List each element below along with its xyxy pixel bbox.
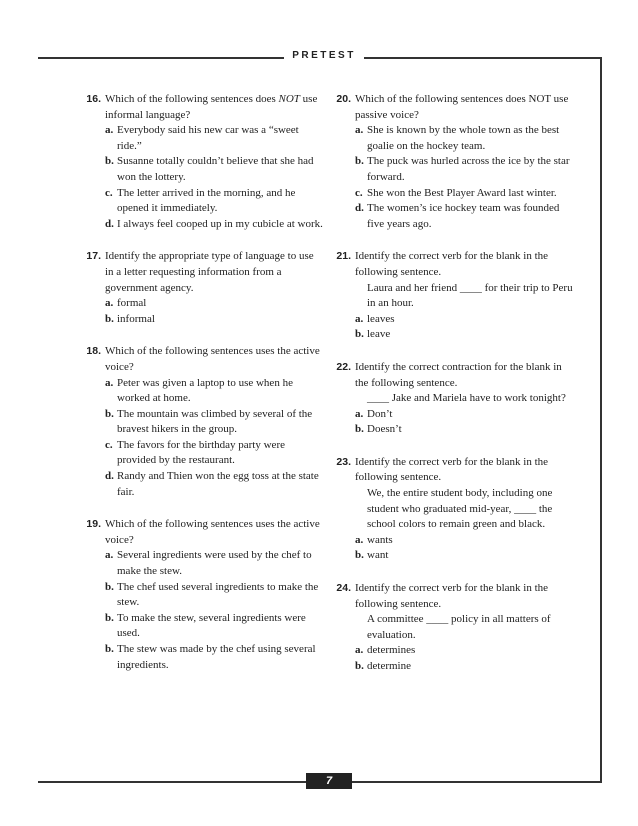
question-text: Identify the appropriate type of language to use in a letter requesting information from a government agency.	[105, 250, 314, 294]
answer-option	[355, 533, 573, 549]
option-text: determines	[367, 644, 416, 657]
answer-option	[105, 296, 323, 312]
question-number: 20.	[336, 93, 351, 105]
option-text: She won the Best Player Award last winter.	[367, 186, 557, 199]
option-label: b.	[355, 155, 364, 168]
option-text: The puck was hurled across the ice by the star forward.	[367, 155, 570, 183]
option-text: The women’s ice hockey team was founded five years ago.	[367, 202, 560, 230]
option-label: b.	[105, 580, 114, 593]
option-text: Several ingredients were used by the chef to make the stew.	[117, 549, 312, 578]
answer-option	[105, 548, 323, 579]
question-number: 19.	[86, 518, 101, 531]
answer-option	[105, 123, 323, 154]
frame-top-right-rule	[364, 57, 602, 59]
answer-option	[355, 154, 573, 185]
answer-option	[105, 217, 323, 233]
question-emphasis: NOT	[278, 93, 300, 105]
page-number: 7	[306, 773, 352, 789]
question-17	[88, 249, 323, 327]
answer-option	[355, 407, 573, 423]
option-label: b.	[105, 155, 114, 168]
header-title: PRETEST	[292, 50, 356, 61]
option-label: a.	[105, 549, 114, 562]
option-label: a.	[355, 124, 364, 137]
option-label: a.	[105, 297, 114, 310]
option-label: b.	[105, 611, 114, 624]
question-21	[338, 249, 573, 343]
option-text: She is known by the whole town as the best goalie on the hockey team.	[367, 124, 560, 152]
question-number: 22.	[336, 360, 351, 373]
option-label: a.	[105, 376, 114, 389]
question-number: 21.	[336, 250, 351, 263]
option-label: b.	[355, 549, 364, 562]
question-16	[88, 92, 323, 232]
question-number: 16.	[86, 93, 101, 105]
question-text	[105, 92, 323, 123]
option-label: b.	[355, 423, 364, 436]
option-label: c.	[105, 186, 113, 199]
question-text: Which of the following sentences uses the active voice?	[105, 345, 320, 373]
question-23	[338, 455, 573, 564]
answer-option	[355, 659, 573, 675]
option-label: b.	[105, 407, 114, 420]
option-text: leaves	[367, 312, 395, 325]
option-label: a.	[355, 312, 364, 325]
question-18	[88, 344, 323, 500]
question-text-part: Which of the following sentences does	[105, 93, 279, 105]
question-prompt: We, the entire student body, including one student who graduated mid-year, ____ the school colors to remain green and black.	[367, 487, 553, 531]
question-text: Which of the following sentences uses the active voice?	[105, 518, 320, 546]
answer-option	[105, 469, 323, 500]
question-prompt: ____ Jake and Mariela have to work tonight?	[367, 392, 566, 405]
question-text: Which of the following sentences does NOT use passive voice?	[355, 93, 569, 121]
option-label: d.	[105, 217, 114, 230]
answer-option	[105, 376, 323, 407]
answer-option	[105, 407, 323, 438]
answer-option	[355, 312, 573, 328]
answer-option	[355, 123, 573, 154]
question-text-part: use informal language?	[105, 93, 318, 121]
option-label: a.	[355, 533, 364, 546]
option-text: Don’t	[367, 407, 393, 420]
question-number: 24.	[336, 582, 351, 595]
question-20	[338, 92, 573, 232]
option-label: d.	[355, 202, 364, 215]
option-text: The mountain was climbed by several of the bravest hikers in the group.	[117, 407, 313, 436]
question-24	[338, 581, 573, 675]
answer-option	[105, 611, 323, 642]
question-text: Identify the correct verb for the blank in the following sentence.	[355, 250, 549, 278]
answer-option	[105, 642, 323, 673]
option-text: wants	[367, 533, 393, 546]
question-prompt: A committee ____ policy in all matters of evaluation.	[367, 613, 551, 641]
answer-option	[355, 327, 573, 343]
question-22	[338, 360, 573, 438]
option-label: a.	[355, 407, 364, 420]
option-text: The chef used several ingredients to make the stew.	[117, 580, 319, 609]
option-text: Everybody said his new car was a “sweet ride.”	[117, 124, 299, 152]
option-text: determine	[367, 660, 411, 672]
option-label: a.	[355, 644, 364, 657]
option-label: c.	[105, 438, 113, 451]
answer-option	[355, 643, 573, 659]
right-column	[338, 92, 573, 692]
question-number: 17.	[86, 250, 101, 263]
option-label: a.	[105, 124, 114, 137]
option-text: Peter was given a laptop to use when he worked at home.	[117, 376, 293, 405]
option-text: Doesn’t	[367, 423, 402, 436]
answer-option	[355, 186, 573, 202]
question-number: 18.	[86, 345, 101, 358]
option-text: The stew was made by the chef using several ingredients.	[117, 643, 316, 671]
option-text: Susanne totally couldn’t believe that she had won the lottery.	[117, 155, 314, 183]
option-text: formal	[117, 297, 147, 310]
answer-option	[355, 548, 573, 564]
question-19	[88, 517, 323, 673]
question-text: Identify the correct verb for the blank in the following sentence.	[355, 455, 549, 484]
option-label: c.	[355, 186, 363, 199]
option-text: informal	[117, 312, 155, 325]
option-text: The letter arrived in the morning, and he opened it immediately.	[117, 186, 296, 215]
option-label: b.	[105, 312, 114, 325]
frame-right-rule	[600, 57, 602, 782]
option-text: The favors for the birthday party were provided by the restaurant.	[117, 438, 285, 467]
option-label: b.	[355, 660, 364, 672]
option-text: To make the stew, several ingredients were used.	[117, 611, 306, 640]
answer-option	[105, 312, 323, 328]
answer-option	[105, 154, 323, 185]
option-text: I always feel cooped up in my cubicle at work.	[117, 217, 323, 230]
answer-option	[355, 201, 573, 232]
question-prompt: Laura and her friend ____ for their trip to Peru in an hour.	[367, 281, 573, 310]
answer-option	[105, 186, 323, 217]
option-text: Randy and Thien won the egg toss at the state fair.	[117, 470, 319, 498]
option-label: b.	[355, 328, 364, 341]
frame-bottom-right-rule	[352, 781, 602, 783]
option-label: d.	[105, 470, 114, 483]
answer-option	[355, 422, 573, 438]
frame-bottom-left-rule	[38, 781, 306, 783]
option-text: want	[367, 549, 389, 562]
frame-top-left-rule	[38, 57, 284, 59]
question-text: Identify the correct contraction for the blank in the following sentence.	[355, 360, 562, 389]
option-text: leave	[367, 328, 391, 341]
answer-option	[105, 438, 323, 469]
option-label: b.	[105, 643, 114, 655]
question-text: Identify the correct verb for the blank in the following sentence.	[355, 582, 549, 610]
answer-option	[105, 580, 323, 611]
left-column	[88, 92, 323, 690]
question-number: 23.	[336, 455, 351, 468]
